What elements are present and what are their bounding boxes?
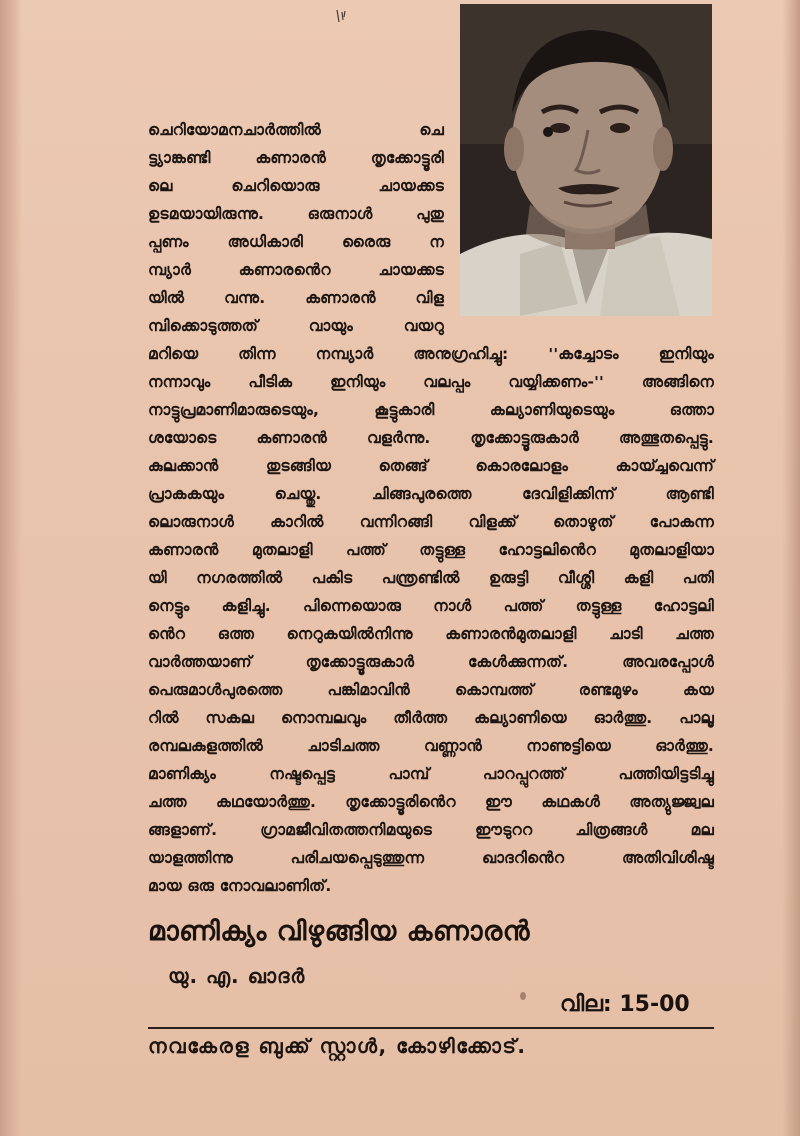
author-name: യു. എ. ഖാദർ [168,964,306,988]
ink-mark [334,8,348,26]
text-line: റിൽ സകല നൊമ്പലവും തീർത്ത കല്യാണിയെ ഓർത്തു. പാലൂ [148,709,714,727]
text-line: യി നഗരത്തിൽ പകിട പന്ത്രണ്ടിൽ ഉരുട്ടി വീശ്ശി കളി പതി [148,569,714,587]
page-edge-left [0,0,22,1136]
page-edge-right [782,0,800,1136]
text-line: നെട്ടും കളിച്ചു. പിന്നെയൊരു നാൾ പത്ത് തട്ടുള്ള ഹോട്ടലി [148,597,714,615]
text-line: ൻെറ ഒത്ത നെറുകയിൽനിന്നു കണാരൻമുതലാളി ചാടി ചത്ത [148,625,714,643]
text-line: പ്രാകകയും ചെയ്തു. ചിങ്ങപുരത്തെ ദേവിളിക്കിന്ന് ആണ്ടി [148,485,714,503]
text-line: പ്പണം അധികാരി രൈരു ന [148,233,444,251]
divider-rule [148,1027,714,1029]
text-line: രമ്പലകുളത്തിൽ ചാടിചത്ത വണ്ണാൻ നാണുട്ടിയെ ഓർത്തു. [148,737,714,755]
text-line: വാർത്തയാണ് തൃക്കോട്ടൂരുകാർ കേൾക്കുന്നത്. അവരപ്പോൾ [148,653,714,671]
text-line: മ്പ്യാർ കണാരൻെറ ചായക്കട [148,261,444,279]
text-line: കണാരൻ മുതലാളി പത്ത് തട്ടുള്ള ഹോട്ടലിൻെറ മുതലാളിയാ [148,541,714,559]
text-line: ങ്ങളാണ്. ഗ്രാമജീവിതത്തനിമയുടെ ഈടുററ ചിത്രങ്ങൾ മല [148,821,714,839]
text-line: യിൽ വന്നു. കണാരൻ വിള [148,289,444,307]
synopsis-top [148,116,444,340]
publisher: നവകേരള ബുക്ക് സ്റ്റാൾ, കോഴിക്കോട്. [148,1034,527,1058]
text-line: ട്ട്യാങ്കണ്ടി കണാരൻ തൃക്കോട്ടൂരി [148,149,444,167]
text-line: ചത്ത കഥയോർത്തു. തൃക്കോട്ടൂരിൻെറ ഈ കഥകൾ അത്യുജ്ജ്വല [148,793,714,811]
text-line: ലെ ചെറിയൊരു ചായക്കട [148,177,444,195]
text-line: യാളത്തിന്നു പരിചയപ്പെടുത്തുന്ന ഖാദറിൻെറ അതിവിശിഷ്ട [148,849,714,867]
price-value: 15-00 [619,992,690,1017]
text-line: ചെറിയോമനചാർത്തിൽ ചെ [148,121,444,139]
text-line: മറിയെ തിന്ന നമ്പ്യാർ അനുഗ്രഹിച്ചു: ''കച്ചോടം ഇനിയും [148,345,714,363]
text-line: പെരുമാൾപുരത്തെ പങ്കിമാവിൻ കൊമ്പത്ത് രണ്ടമുഴം കയ [148,681,714,699]
text-line: ഉടമയായിരുന്നു. ഒരുനാൾ പുതു [148,205,444,223]
text-line: നന്നാവും പീടിക ഇനിയും വലപ്പം വയ്യിക്കണം-'' അങ്ങിനെ [148,373,714,391]
text-line: മ്പിക്കൊടുത്തത് വായും വയറു [148,317,444,335]
text-line: നാട്ടുപ്രമാണിമാരുടെയും, കൂട്ടുകാരി കല്യാണിയുടെയും ഒത്താ [148,401,714,419]
text-line: കുലക്കാൻ തുടങ്ങിയ തെങ്ങ് കൊരലോളം കായ്ച്ചവെന്ന് [148,457,714,475]
text-line: മായ ഒരു നോവലാണിത്. [148,877,332,895]
price-label: വില: [560,992,612,1017]
text-line: മാണിക്യം നഷ്ടപ്പെട്ട പാമ്പ് പാറപ്പുറത്ത് പത്തിയിട്ടടിച്ചു [148,765,714,783]
ink-smudge [520,992,526,1000]
text-line: ശയോടെ കണാരൻ വളർന്നു. തൃക്കോട്ടൂരുകാർ അത്ഭുതപ്പെട്ടു. [148,429,714,447]
author-photo [460,4,712,316]
book-title: മാണിക്യം വിഴുങ്ങിയ കണാരൻ [148,916,531,947]
synopsis-main [148,340,714,900]
price [560,992,690,1017]
text-line: ലൊരുനാൾ കാറിൽ വന്നിറങ്ങി വിളക്ക് തൊഴുത് പോകന്ന [148,513,714,531]
